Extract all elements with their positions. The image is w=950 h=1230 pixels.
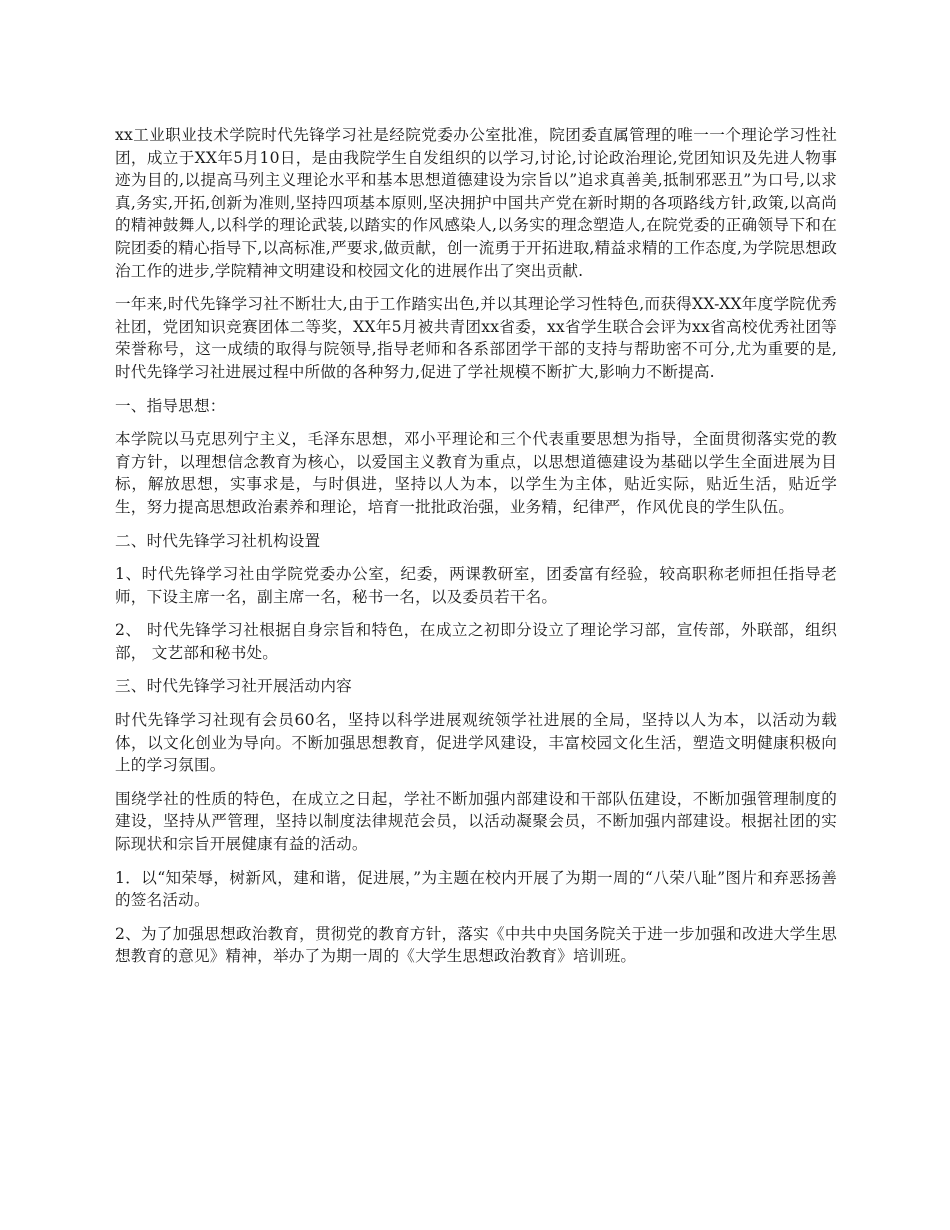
paragraph-activities-building: 围绕学社的性质的特色，在成立之日起，学社不断加强内部建设和干部队伍建设，不断加强管理制度的建设，坚持从严管理，坚持以制度法律规范会员，以活动凝聚会员，不断加强内部建设。根据社团的实际现状和宗旨开展健康有益的活动。 [115, 789, 837, 854]
paragraph-intro: xx工业职业技术学院时代先锋学习社是经院党委办公室批准，院团委直属管理的唯一一个理论学习性社团，成立于XX年5月10日，是由我院学生自发组织的以学习,讨论,讨论政治理论,党团知识及先进人物事迹为目的,以提高马列主义理论水平和基本思想道德建设为宗旨以”追求真善美,抵制邪恶丑”为口号,以求真,务实,开拓,创新为准则,坚持四项基本原则,坚决拥护中国共产党在新时期的各项路线方针,政策,以高尚的精神鼓舞人,以科学的理论武装,以踏实的作风感染人,以务实的理念塑造人,在院党委的正确领导下和在院团委的精心指导下,以高标准,严要求,做贡献，创一流勇于开拓进取,精益求精的工作态度,为学院思想政治工作的进步,学院精神文明建设和校园文化的进展作出了突出贡献. [115, 126, 837, 280]
paragraph-organization-1: 1、时代先锋学习社由学院党委办公室，纪委，两课教研室，团委富有经验，较高职称老师担任指导老师，下设主席一名，副主席一名，秘书一名，以及委员若干名。 [115, 565, 837, 606]
paragraph-activity-1: 1．以“知荣辱，树新风，建和谐，促进展，”为主题在校内开展了为期一周的“八荣八耻”图片和弃恶扬善的签名活动。 [115, 868, 837, 910]
paragraph-organization-2: 2、 时代先锋学习社根据自身宗旨和特色，在成立之初即分设立了理论学习部，宣传部，外联部，组织部， 文艺部和秘书处。 [115, 621, 837, 662]
paragraph-activities-members: 时代先锋学习社现有会员60名，坚持以科学进展观统领学社进展的全局，坚持以人为本，以活动为载体，以文化创业为导向。不断加强思想教育，促进学风建设，丰富校园文化生活，塑造文明健康积极向上的学习氛围。 [115, 711, 837, 775]
paragraph-achievements: 一年来,时代先锋学习社不断壮大,由于工作踏实出色,并以其理论学习性特色,而获得XX-XX年度学院优秀社团，党团知识竞赛团体二等奖，XX年5月被共青团xx省委，xx省学生联合会评为xx省高校优秀社团等荣誉称号，这一成绩的取得与院领导,指导老师和各系部团学干部的支持与帮助密不可分,尤为重要的是,时代先锋学习社进展过程中所做的各种努力,促进了学社规模不断扩大,影响力不断提高. [115, 295, 837, 381]
paragraph-guiding-ideology: 本学院以马克思列宁主义，毛泽东思想，邓小平理论和三个代表重要思想为指导，全面贯彻落实党的教育方针，以理想信念教育为核心，以爱国主义教育为重点，以思想道德建设为基础以学生全面进展为目标，解放思想，实事求是，与时俱进，坚持以人为本，以学生为主体，贴近实际，贴近生活，贴近学生，努力提高思想政治素养和理论，培育一批批政治强，业务精，纪律严，作风优良的学生队伍。 [115, 430, 837, 516]
heading-activities: 三、时代先锋学习社开展活动内容 [115, 677, 352, 696]
document-body [115, 124, 837, 979]
heading-organization: 二、时代先锋学习社机构设置 [115, 531, 321, 550]
paragraph-activity-2: 2、为了加强思想政治教育，贯彻党的教育方针，落实《中共中央国务院关于进一步加强和改进大学生思想教育的意见》精神，举办了为期一周的《大学生思想政治教育》培训班。 [115, 924, 837, 966]
heading-guiding-ideology: 一、指导思想： [115, 396, 226, 415]
